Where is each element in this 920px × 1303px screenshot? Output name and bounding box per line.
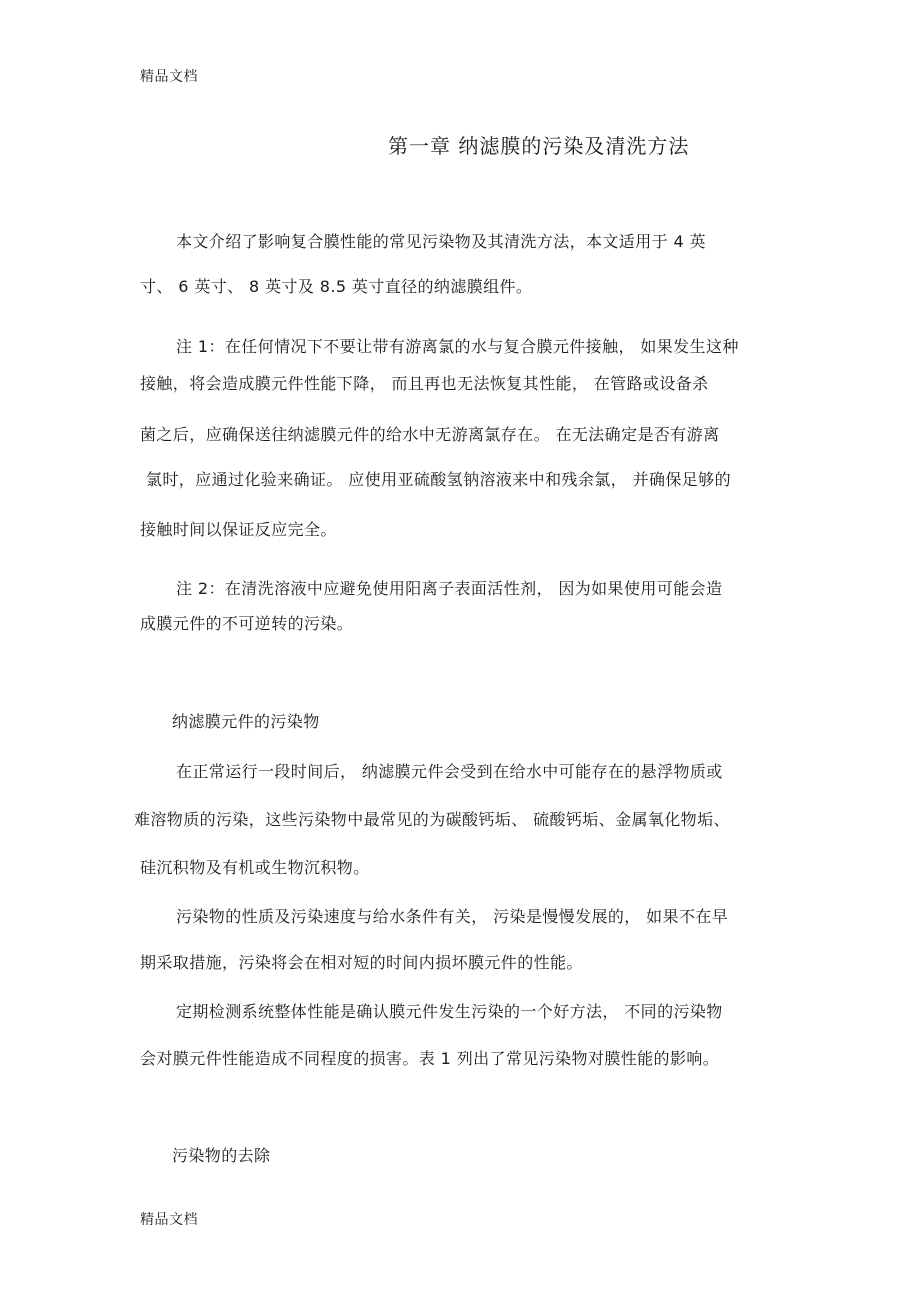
footer-watermark: 精品文档 [140, 1212, 198, 1228]
note2-line-1: 注 2：在清洗溶液中应避免使用阳离子表面活性剂， 因为如果使用可能会造 [176, 579, 723, 598]
section-heading-removal: 污染物的去除 [172, 1146, 271, 1165]
note1-line-5: 接触时间以保证反应完全。 [140, 520, 337, 539]
section1-p1-line-1: 在正常运行一段时间后， 纳滤膜元件会受到在给水中可能存在的悬浮物质或 [176, 762, 723, 781]
header-watermark: 精品文档 [140, 69, 198, 85]
section1-p2-line-1: 污染物的性质及污染速度与给水条件有关， 污染是慢慢发展的， 如果不在早 [176, 907, 729, 926]
note1-line-2: 接触，将会造成膜元件性能下降， 而且再也无法恢复其性能， 在管路或设备杀 [140, 374, 709, 393]
note2-line-2: 成膜元件的不可逆转的污染。 [140, 614, 354, 633]
intro-line-1: 本文介绍了影响复合膜性能的常见污染物及其清洗方法，本文适用于 4 英 [176, 232, 706, 251]
section1-p2-line-2: 期采取措施，污染将会在相对短的时间内损坏膜元件的性能。 [140, 953, 583, 972]
section-heading-contaminants: 纳滤膜元件的污染物 [172, 712, 320, 731]
note1-line-3: 菌之后，应确保送往纳滤膜元件的给水中无游离氯存在。 在无法确定是否有游离 [140, 425, 720, 444]
page-title: 第一章 纳滤膜的污染及清洗方法 [388, 134, 690, 158]
note1-line-4: 氯时，应通过化验来确证。 应使用亚硫酸氢钠溶液来中和残余氯， 并确保足够的 [146, 470, 731, 489]
section1-p3-line-1: 定期检测系统整体性能是确认膜元件发生污染的一个好方法， 不同的污染物 [176, 1002, 723, 1021]
section1-p1-line-3: 硅沉积物及有机或生物沉积物。 [140, 858, 370, 877]
section1-p1-line-2: 难溶物质的污染，这些污染物中最常见的为碳酸钙垢、 硫酸钙垢、金属氧化物垢、 [134, 810, 730, 829]
section1-p3-line-2: 会对膜元件性能造成不同程度的损害。表 1 列出了常见污染物对膜性能的影响。 [140, 1049, 720, 1068]
note1-line-1: 注 1：在任何情况下不要让带有游离氯的水与复合膜元件接触， 如果发生这种 [176, 337, 739, 356]
intro-line-2: 寸、 6 英寸、 8 英寸及 8.5 英寸直径的纳滤膜组件。 [140, 277, 533, 296]
